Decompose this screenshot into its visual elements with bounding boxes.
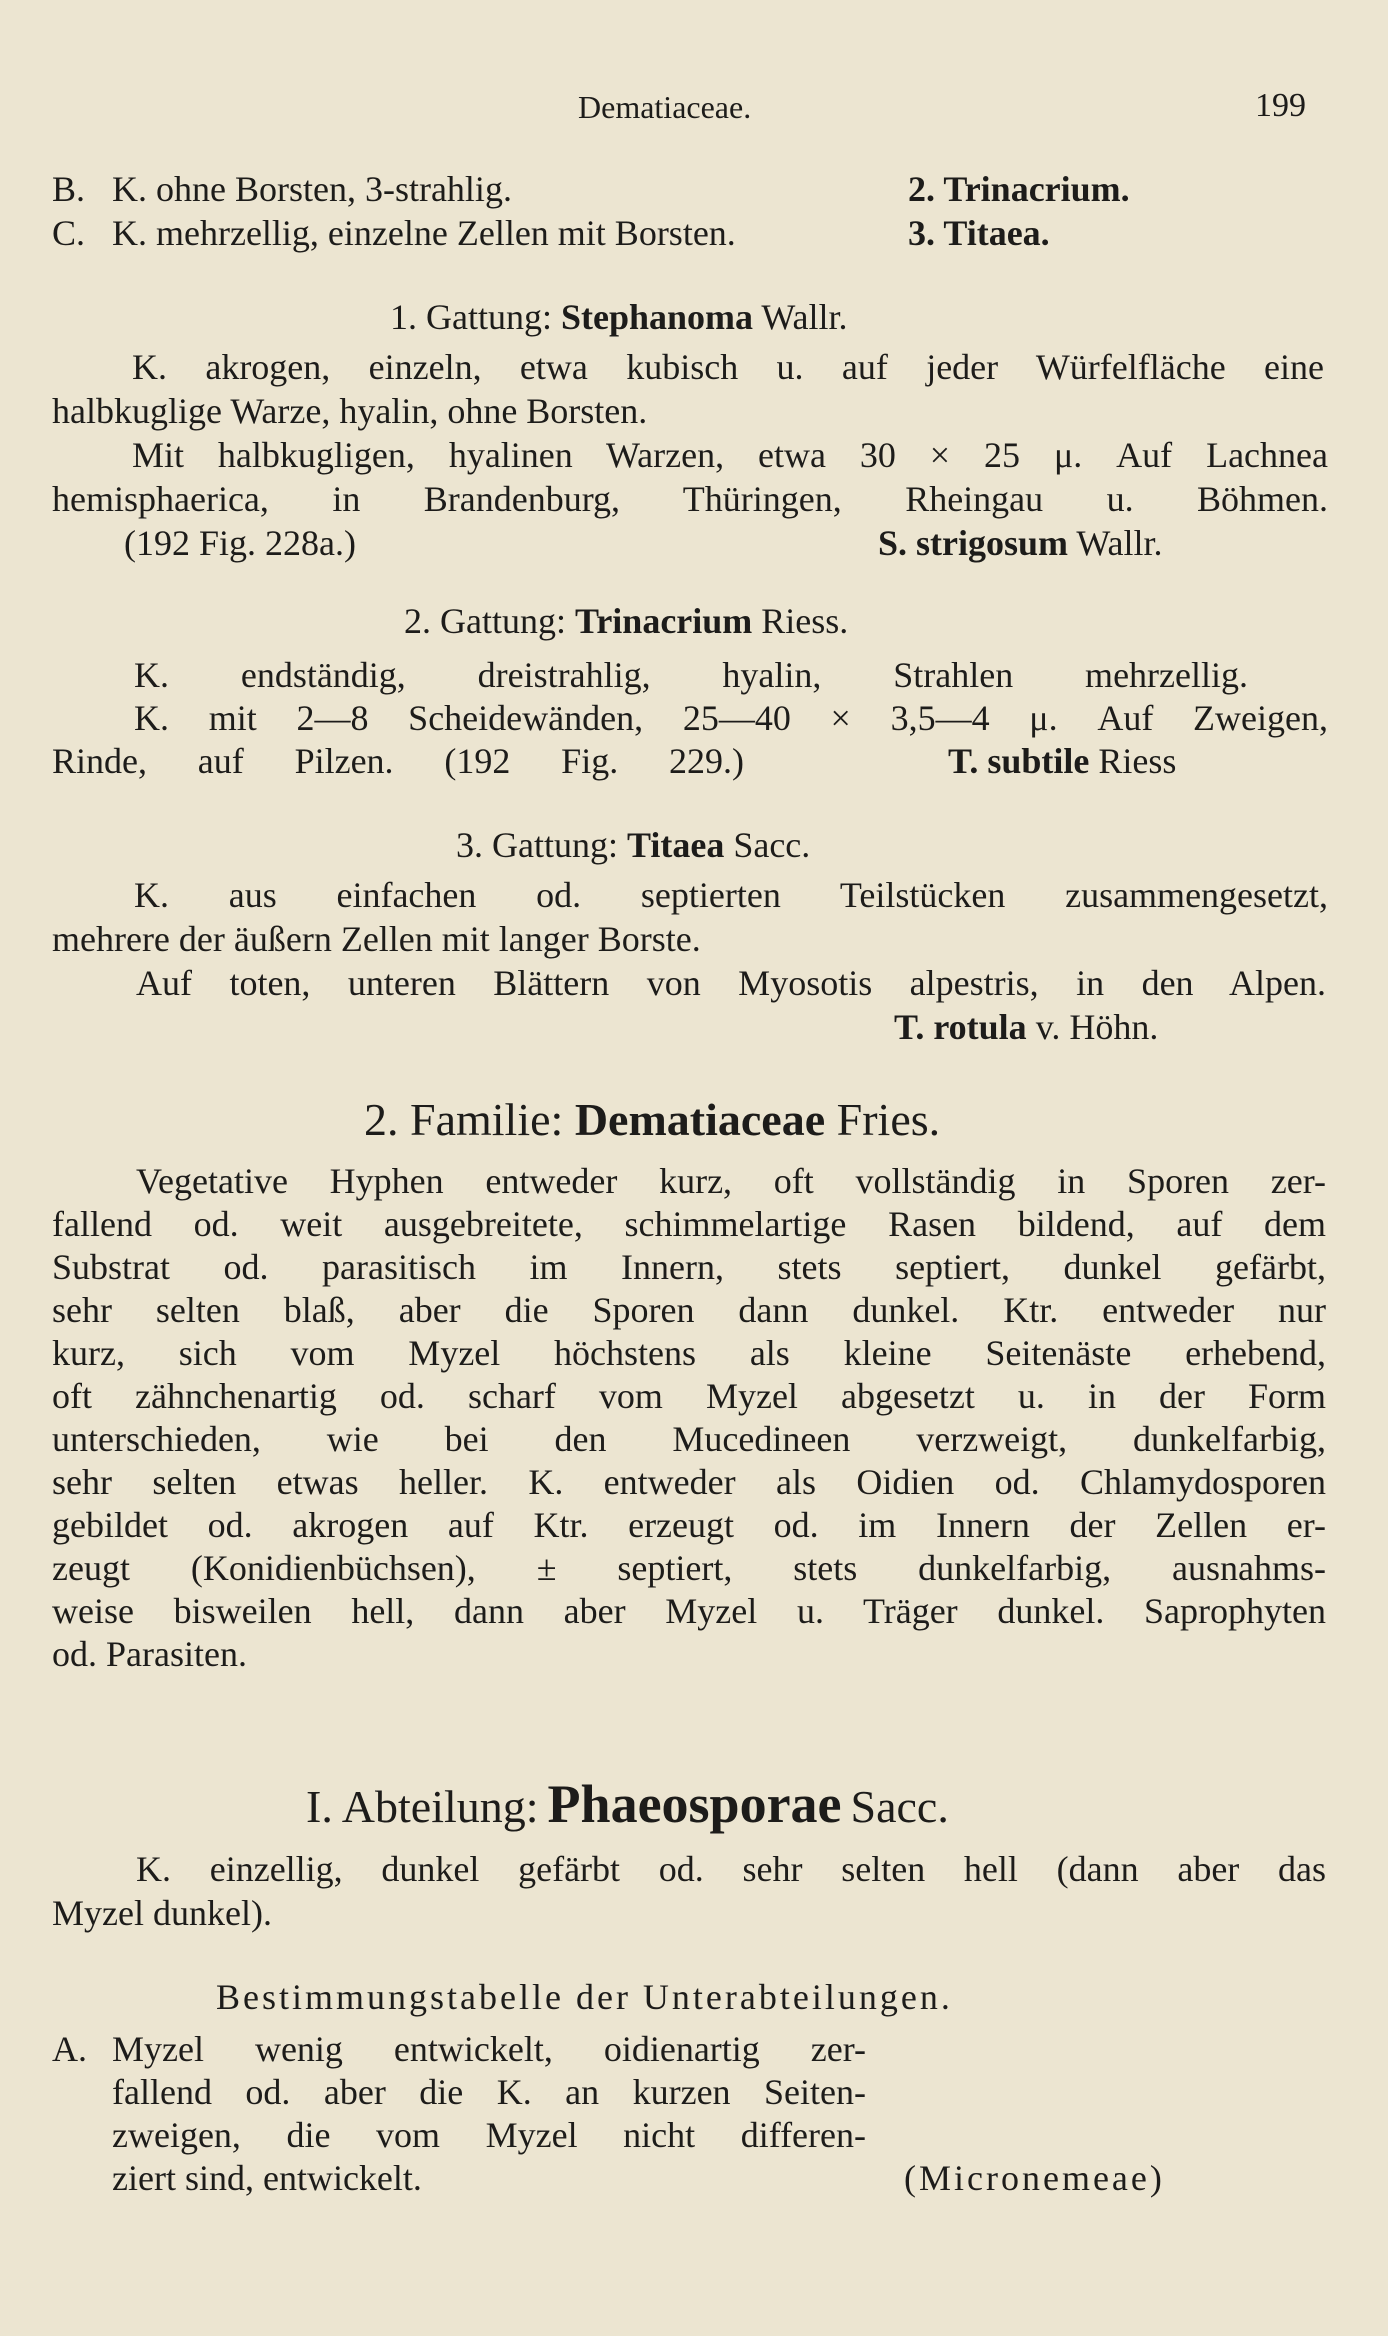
family-prefix: 2. Familie: (364, 1094, 564, 1145)
genus-name: Titaea (626, 825, 725, 865)
genus-heading-trinacrium (404, 600, 848, 643)
key-text-c: K. mehrzellig, einzelne Zellen mit Borsten. (112, 213, 736, 253)
family-name: Dematiaceae (574, 1094, 826, 1145)
genus2-species-line: Rinde, auf Pilzen. (192 Fig. 229.) (52, 741, 744, 781)
species-author: Riess (1098, 741, 1177, 781)
key-table-title: Bestimmungstabelle der Unterabteilungen. (216, 1977, 953, 2017)
genus-author: Riess. (761, 601, 849, 641)
family-paragraph-line: Substrat od. parasitisch im Innern, stets septiert, dunkel gefärbt, (52, 1247, 1326, 1287)
division-name: Phaeosporae (547, 1774, 842, 1834)
family-paragraph-line: oft zähnchenartig od. scharf vom Myzel abgesetzt u. in der Form (52, 1376, 1326, 1416)
genus-heading-titaea (456, 824, 810, 867)
key-letter-c: C. (52, 213, 86, 253)
species-name: T. rotula (894, 1007, 1027, 1047)
family-author: Fries. (836, 1094, 941, 1145)
genus2-species-line: K. mit 2—8 Scheidewänden, 25—40 × 3,5—4 μ. Auf Zweigen, (134, 698, 1328, 738)
genus1-description-line: K. akrogen, einzeln, etwa kubisch u. auf jeder Würfelfläche eine (132, 347, 1324, 387)
species-name: T. subtile (948, 741, 1090, 781)
family-paragraph-line: kurz, sich vom Myzel höchstens als kleine Seitenäste erhebend, (52, 1333, 1326, 1373)
key-result-c: 3. Titaea. (908, 213, 1050, 253)
family-paragraph-line: sehr selten etwas heller. K. entweder als Oidien od. Chlamydosporen (52, 1462, 1326, 1502)
division-prefix: I. Abteilung: (306, 1781, 539, 1832)
species-name-rotula (894, 1006, 1158, 1049)
genus1-species-line: hemisphaerica, in Brandenburg, Thüringen, Rheingau u. Böhmen. (52, 479, 1328, 519)
family-paragraph-line: od. Parasiten. (52, 1634, 247, 1674)
running-title: Dematiaceae. (578, 89, 752, 125)
genus-heading-stephanoma (390, 296, 847, 339)
figure-reference: (192 Fig. 228a.) (124, 523, 356, 563)
genus-author: Wallr. (761, 297, 848, 337)
genus-name: Trinacrium (574, 601, 753, 641)
genus1-description-line: halbkuglige Warze, hyalin, ohne Borsten. (52, 391, 648, 431)
key-letter-b: B. (52, 169, 86, 209)
family-paragraph-line: gebildet od. akrogen auf Ktr. erzeugt od. im Innern der Zellen er- (52, 1505, 1326, 1545)
key-item-letter-a: A. (52, 2029, 87, 2069)
division-author: Sacc. (850, 1781, 949, 1832)
division-heading (306, 1772, 949, 1842)
family-paragraph-line: fallend od. weit ausgebreitete, schimmelartige Rasen bildend, auf dem (52, 1204, 1326, 1244)
species-name-subtile (948, 740, 1176, 783)
genus1-species-line: Mit halbkugligen, hyalinen Warzen, etwa 30 × 25 μ. Auf Lachnea (132, 435, 1328, 475)
page-number: 199 (1255, 87, 1306, 124)
genus3-description-line: mehrere der äußern Zellen mit langer Borste. (52, 919, 701, 959)
genus-prefix: 3. Gattung: (456, 825, 618, 865)
key-result-b: 2. Trinacrium. (908, 169, 1130, 209)
species-author: Wallr. (1076, 523, 1163, 563)
family-heading (364, 1092, 940, 1148)
species-author: v. Höhn. (1035, 1007, 1159, 1047)
key-item-a-line: fallend od. aber die K. an kurzen Seiten- (112, 2072, 866, 2112)
genus-prefix: 2. Gattung: (404, 601, 566, 641)
family-paragraph-line: unterschieden, wie bei den Mucedineen verzweigt, dunkelfarbig, (52, 1419, 1326, 1459)
genus2-description-line: K. endständig, dreistrahlig, hyalin, Strahlen mehrzellig. (134, 655, 1248, 695)
genus3-species-line: Auf toten, unteren Blättern von Myosotis alpestris, in den Alpen. (136, 963, 1326, 1003)
key-item-a-result: (Micronemeae) (904, 2158, 1165, 2198)
key-item-a-line: Myzel wenig entwickelt, oidienartig zer- (112, 2029, 866, 2069)
family-paragraph-line: Vegetative Hyphen entweder kurz, oft vollständig in Sporen zer- (136, 1161, 1326, 1201)
species-name: S. strigosum (878, 523, 1069, 563)
family-paragraph-line: zeugt (Konidienbüchsen), ± septiert, stets dunkelfarbig, ausnahms- (52, 1548, 1326, 1588)
genus3-description-line: K. aus einfachen od. septierten Teilstücken zusammengesetzt, (134, 875, 1328, 915)
species-name-strigosum (878, 522, 1162, 565)
key-item-a-line: ziert sind, entwickelt. (112, 2158, 422, 2198)
genus-name: Stephanoma (560, 297, 754, 337)
genus-prefix: 1. Gattung: (390, 297, 552, 337)
genus-author: Sacc. (733, 825, 811, 865)
division-description-line: K. einzellig, dunkel gefärbt od. sehr selten hell (dann aber das (136, 1849, 1326, 1889)
family-paragraph-line: sehr selten blaß, aber die Sporen dann dunkel. Ktr. entweder nur (52, 1290, 1326, 1330)
family-paragraph-line: weise bisweilen hell, dann aber Myzel u. Träger dunkel. Saprophyten (52, 1591, 1326, 1631)
division-description-line: Myzel dunkel). (52, 1893, 272, 1933)
key-text-b: K. ohne Borsten, 3-strahlig. (112, 169, 512, 209)
key-item-a-line: zweigen, die vom Myzel nicht differen- (112, 2115, 866, 2155)
